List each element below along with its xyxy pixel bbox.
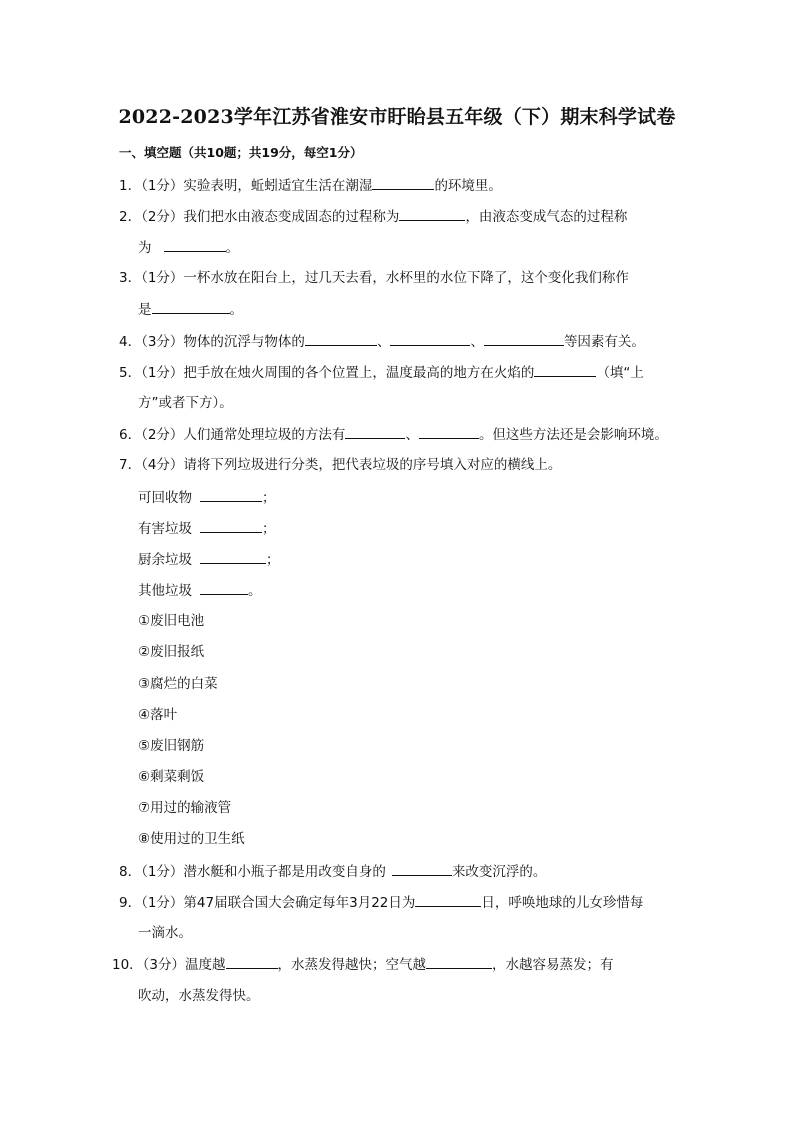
- question-text: 一滴水。: [138, 925, 192, 941]
- category-line: [138, 549, 280, 570]
- category-end: ；: [262, 521, 276, 537]
- question-5-continued: [138, 393, 233, 413]
- question-text: 10．（3分）温度越: [112, 957, 226, 973]
- category-label: 可回收物: [138, 490, 192, 506]
- question-text: ，水蒸发得越快；空气越: [277, 957, 427, 973]
- answer-blank[interactable]: [305, 331, 377, 346]
- question-10-continued: [138, 986, 260, 1006]
- category-end: ；: [262, 490, 276, 506]
- question-text: 7．（4分）请将下列垃圾进行分类，把代表垃圾的序号填入对应的横线上。: [119, 457, 562, 473]
- answer-blank[interactable]: [399, 206, 465, 221]
- question-text: 4．（3分）物体的沉浮与物体的: [119, 334, 305, 350]
- answer-blank[interactable]: [426, 954, 492, 969]
- list-item: ④落叶: [138, 707, 178, 723]
- question-text: 9．（1分）第47届联合国大会确定每年3月22日为: [119, 895, 416, 911]
- question-text: 吹动，水蒸发得快。: [138, 988, 260, 1004]
- category-label: 有害垃圾: [138, 521, 192, 537]
- page-title: 2022-2023学年江苏省淮安市盱眙县五年级（下）期末科学试卷: [118, 106, 676, 128]
- category-label: 其他垃圾: [138, 583, 192, 599]
- question-text: 是: [138, 302, 152, 318]
- question-2-continued: [138, 237, 239, 258]
- answer-blank[interactable]: [415, 892, 481, 907]
- answer-blank[interactable]: [200, 518, 262, 533]
- list-item: ⑤废旧钢筋: [138, 738, 205, 754]
- question-7: [119, 455, 561, 475]
- question-text: 2．（2分）我们把水由液态变成固态的过程称为: [119, 209, 400, 225]
- question-text: 等因素有关。: [563, 334, 645, 350]
- question-text: 5．（1分）把手放在烛火周围的各个位置上，温度最高的地方在火焰的: [119, 365, 535, 381]
- list-item: ⑧使用过的卫生纸: [138, 831, 245, 847]
- answer-blank[interactable]: [152, 299, 230, 314]
- question-text: （填“上: [596, 365, 644, 381]
- answer-blank[interactable]: [392, 861, 452, 876]
- answer-blank[interactable]: [200, 487, 262, 502]
- category-line: [138, 580, 262, 601]
- answer-blank[interactable]: [164, 237, 226, 252]
- category-line: [138, 518, 276, 539]
- question-text: 。但这些方法还是会影响环境。: [478, 427, 668, 443]
- list-item: ⑦用过的输液管: [138, 800, 232, 816]
- question-3: [119, 268, 629, 288]
- answer-blank[interactable]: [200, 580, 248, 595]
- question-1: [119, 175, 502, 196]
- separator: 、: [376, 334, 391, 350]
- answer-blank[interactable]: [390, 331, 470, 346]
- question-2: [119, 206, 627, 227]
- question-4: [119, 331, 645, 352]
- separator: 、: [470, 334, 484, 350]
- category-line: [138, 487, 276, 508]
- list-item: ②废旧报纸: [138, 644, 205, 660]
- category-label: 厨余垃圾: [138, 552, 192, 568]
- question-text: 为: [138, 240, 152, 256]
- question-text: 来改变沉浮的。: [451, 864, 547, 880]
- separator: 、: [405, 427, 419, 443]
- question-text: 6．（2分）人们通常处理垃圾的方法有: [119, 427, 346, 443]
- answer-blank[interactable]: [200, 549, 266, 564]
- list-item: ①废旧电池: [138, 613, 205, 629]
- question-text: 。: [229, 302, 243, 318]
- question-text: 8．（1分）潜水艇和小瓶子都是用改变自身的: [119, 864, 386, 880]
- question-3-continued: [138, 299, 243, 320]
- question-6: [119, 424, 668, 445]
- question-text: ，由液态变成气态的过程称: [465, 209, 628, 225]
- answer-blank[interactable]: [419, 424, 479, 439]
- category-end: ；: [266, 552, 280, 568]
- question-9: [119, 892, 643, 913]
- question-10: [112, 954, 614, 975]
- question-9-continued: [138, 923, 192, 943]
- question-text: ，水越容易蒸发；有: [492, 957, 614, 973]
- list-item: ⑥剩菜剩饭: [138, 769, 205, 785]
- answer-blank[interactable]: [484, 331, 564, 346]
- category-end: 。: [248, 583, 262, 599]
- question-text: 1．（1分）实验表明，蚯蚓适宜生活在潮湿: [119, 178, 373, 194]
- question-5: [119, 362, 644, 383]
- answer-blank[interactable]: [372, 175, 434, 190]
- answer-blank[interactable]: [534, 362, 596, 377]
- question-text: 。: [225, 240, 239, 256]
- question-text: 3．（1分）一杯水放在阳台上，过几天去看，水杯里的水位下降了，这个变化我们称作: [119, 270, 629, 286]
- answer-blank[interactable]: [345, 424, 405, 439]
- question-text: 方”或者下方）。: [138, 395, 233, 411]
- question-8: [119, 861, 546, 882]
- section-heading: 一、填空题（共10题；共19分，每空1分）: [119, 145, 363, 160]
- list-item: ③腐烂的白菜: [138, 676, 218, 692]
- question-text: 的环境里。: [434, 178, 502, 194]
- question-text: 日，呼唤地球的儿女珍惜每: [481, 895, 644, 911]
- answer-blank[interactable]: [226, 954, 278, 969]
